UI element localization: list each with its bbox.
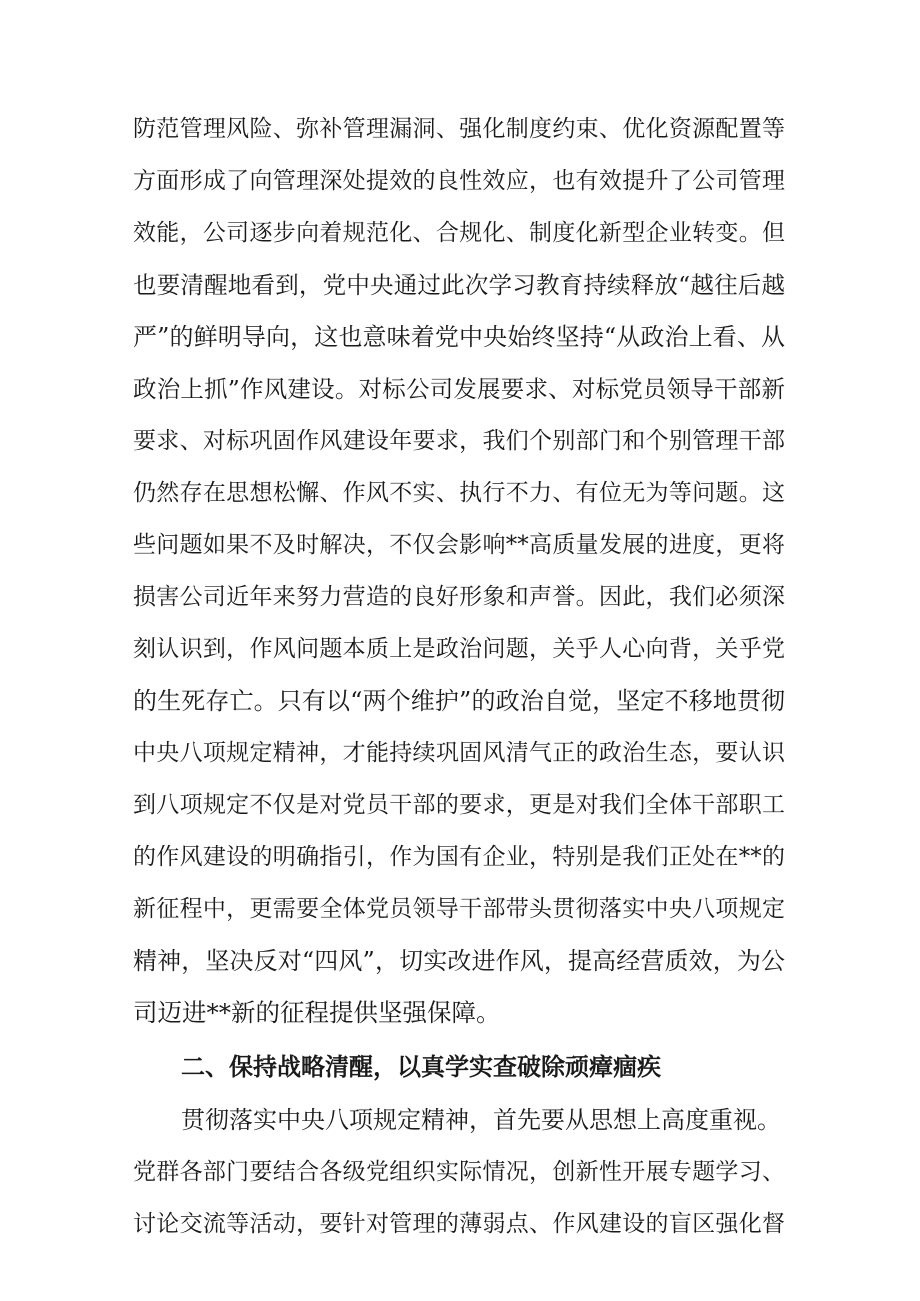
paragraph-line-7: 要求、对标巩固作风建设年要求，我们个别部门和个别管理干部 <box>133 428 785 454</box>
paragraph-line-14: 到八项规定不仅是对党员干部的要求，更是对我们全体干部职工 <box>133 792 785 818</box>
paragraph-line-10: 损害公司近年来努力营造的良好形象和声誉。因此，我们必须深 <box>133 584 785 610</box>
paragraph2-first-line: 贯彻落实中央八项规定精神，首先要从思想上高度重视。 <box>181 1106 781 1134</box>
paragraph-line-9: 些问题如果不及时解决，不仅会影响**高质量发展的进度，更将 <box>133 532 785 558</box>
paragraph-line-1: 防范管理风险、弥补管理漏洞、强化制度约束、优化资源配置等 <box>133 116 785 142</box>
paragraph-line-11: 刻认识到，作风问题本质上是政治问题，关乎人心向背，关乎党 <box>133 636 785 662</box>
paragraph-line-18: 司迈进**新的征程提供坚强保障。 <box>133 998 501 1027</box>
paragraph-line-3: 效能，公司逐步向着规范化、合规化、制度化新型企业转变。但 <box>133 220 785 246</box>
paragraph-line-5: 严”的鲜明导向，这也意味着党中央始终坚持“从政治上看、从 <box>133 323 785 351</box>
paragraph-line-2: 方面形成了向管理深处提效的良性效应，也有效提升了公司管理 <box>133 168 785 194</box>
paragraph-line-16: 新征程中，更需要全体党员领导干部带头贯彻落实中央八项规定 <box>133 896 785 922</box>
paragraph-line-15: 的作风建设的明确指引，作为国有企业，特别是我们正处在**的 <box>133 844 785 870</box>
paragraph2-line-3: 讨论交流等活动，要针对管理的薄弱点、作风建设的盲区强化督 <box>133 1211 785 1237</box>
paragraph-line-12: 的生死存亡。只有以“两个维护”的政治自觉，坚定不移地贯彻 <box>133 687 785 715</box>
paragraph2-line-2: 党群各部门要结合各级党组织实际情况，创新性开展专题学习、 <box>133 1159 785 1185</box>
paragraph-line-17: 精神，坚决反对“四风”，切实改进作风，提高经营质效，为公 <box>133 947 785 975</box>
paragraph-line-4: 也要清醒地看到，党中央通过此次学习教育持续释放“越往后越 <box>133 271 785 299</box>
paragraph-line-8: 仍然存在思想松懈、作风不实、执行不力、有位无为等问题。这 <box>133 480 785 506</box>
paragraph-line-13: 中央八项规定精神，才能持续巩固风清气正的政治生态，要认识 <box>133 740 785 766</box>
section-heading: 二、保持战略清醒，以真学实查破除顽瘴痼疾 <box>181 1053 661 1081</box>
paragraph-line-6: 政治上抓”作风建设。对标公司发展要求、对标党员领导干部新 <box>133 375 785 403</box>
